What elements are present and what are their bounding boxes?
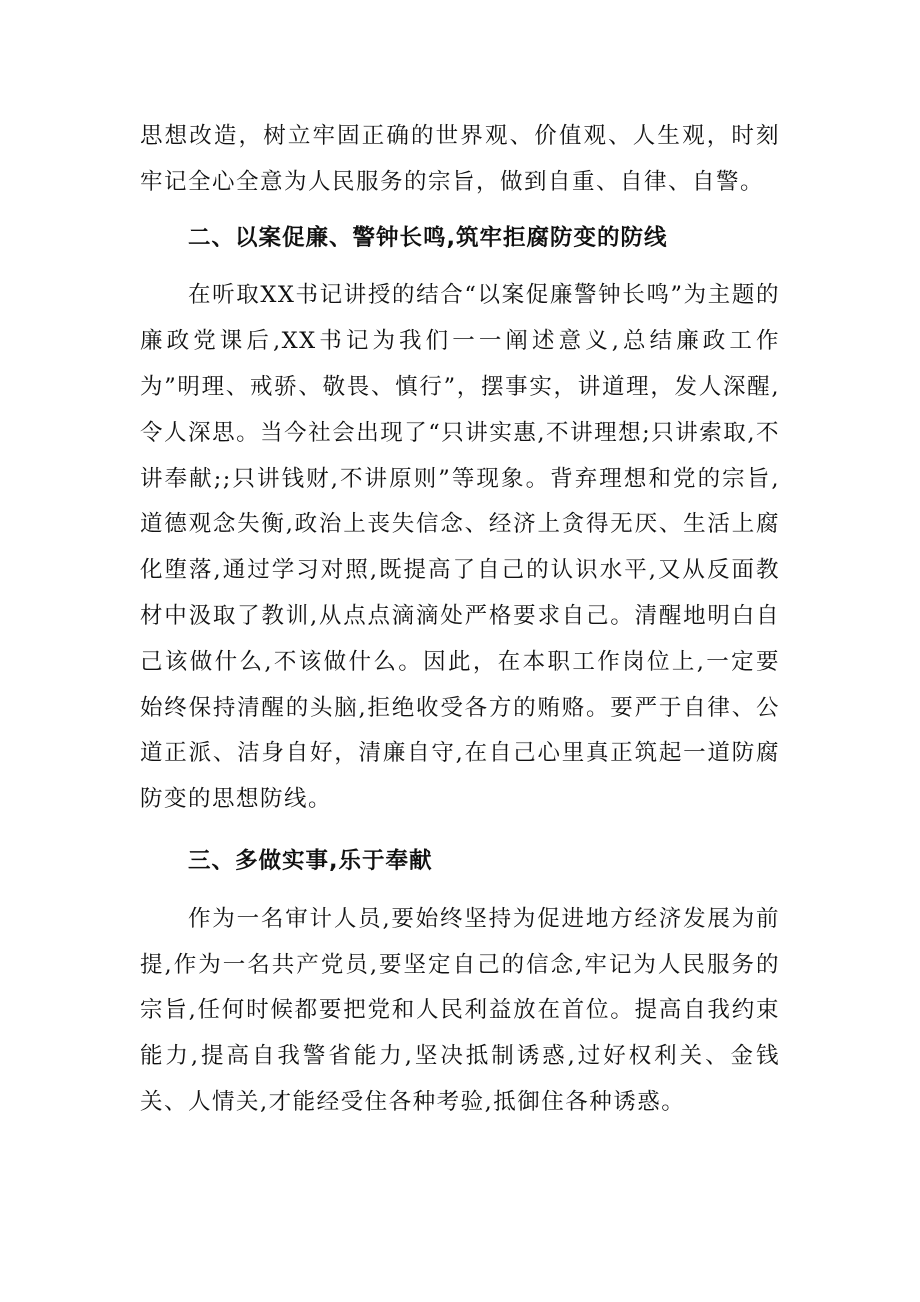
section-two-paragraph: 在听取XX书记讲授的结合“以案促廉警钟长鸣”为主题的廉政党课后,XX书记为我们一一阐述意义,总结廉政工作为”明理、戒骄、敬畏、慎行”，摆事实，讲道理，发人深醒,令人深思。当今社会出现了“只讲实惠,不讲理想;只讲索取,不讲奉献;;只讲钱财,不讲原则”等现象。背弃理想和党的宗旨,道德观念失衡,政治上丧失信念、经济上贪得无厌、生活上腐化堕落,通过学习对照,既提高了自己的认识水平,又从反面教材中汲取了教训,从点点滴滴处严格要求自己。清醒地明白自己该做什么,不该做什么。因此，在本职工作岗位上,一定要始终保持清醒的头脑,拒绝收受各方的贿赂。要严于自律、公道正派、洁身自好，清廉自守,在自己心里真正筑起一道防腐防变的思想防线。 xyxy=(140,282,780,813)
section-three-paragraph: 作为一名审计人员,要始终坚持为促进地方经济发展为前提,作为一名共产党员,要坚定自己的信念,牢记为人民服务的宗旨,任何时候都要把党和人民利益放在首位。提高自我约束能力,提高自我警省能力,坚决抵制诱惑,过好权利关、金钱关、人情关,才能经受住各种考验,抵御住各种诱惑。 xyxy=(140,905,780,1115)
section-three-heading: 三、多做实事,乐于奉献 xyxy=(188,847,433,874)
intro-paragraph: 思想改造，树立牢固正确的世界观、价值观、人生观，时刻牢记全心全意为人民服务的宗旨，做到自重、自律、自警。 xyxy=(140,123,780,195)
section-two-heading: 二、以案促廉、警钟长鸣,筑牢拒腐防变的防线 xyxy=(188,224,668,251)
document-body xyxy=(140,114,780,1126)
